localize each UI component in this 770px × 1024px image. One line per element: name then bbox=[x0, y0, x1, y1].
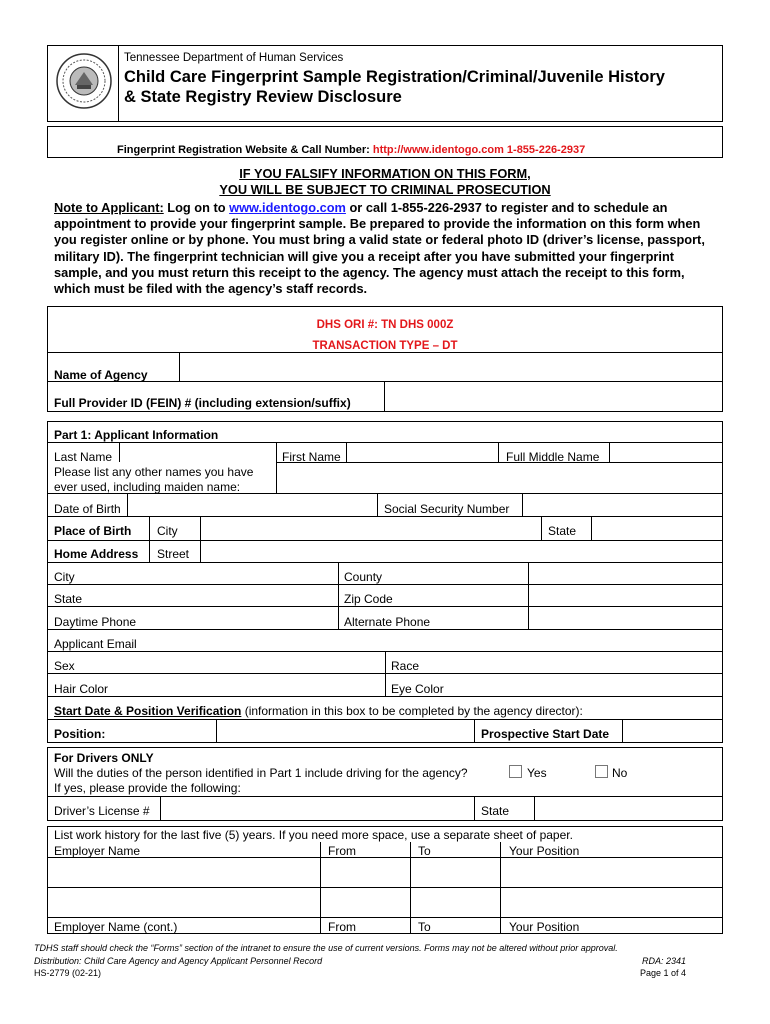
birth-city-field[interactable] bbox=[201, 517, 541, 539]
to-field[interactable] bbox=[411, 858, 499, 887]
drv-v2 bbox=[474, 796, 475, 821]
license-state-field[interactable] bbox=[535, 797, 722, 820]
registration-value[interactable]: http://www.identogo.com 1-855-226-2937 bbox=[372, 144, 586, 156]
license-label: Driver’s License # bbox=[54, 804, 150, 818]
wh-v2 bbox=[410, 842, 411, 934]
other-names-field[interactable] bbox=[277, 463, 722, 493]
first-name-field[interactable] bbox=[347, 443, 497, 462]
note-label: Note to Applicant: bbox=[54, 200, 164, 215]
yes-label: Yes bbox=[527, 766, 547, 780]
hair-color-label: Hair Color bbox=[54, 682, 109, 696]
position-label: Position: bbox=[54, 727, 106, 741]
sex-field[interactable] bbox=[90, 652, 384, 673]
header-divider bbox=[118, 45, 119, 122]
yes-checkbox[interactable] bbox=[509, 765, 522, 778]
license-field[interactable] bbox=[161, 797, 474, 820]
daytime-phone-field[interactable] bbox=[145, 607, 338, 629]
street-field[interactable] bbox=[201, 541, 722, 562]
birth-city-label: City bbox=[157, 524, 178, 538]
warning-line2: YOU WILL BE SUBJECT TO CRIMINAL PROSECUTION bbox=[219, 182, 551, 197]
birth-state-field[interactable] bbox=[592, 517, 722, 539]
registration-line bbox=[117, 143, 585, 157]
street-label: Street bbox=[157, 547, 190, 561]
p1-v9 bbox=[149, 516, 150, 562]
license-state-label: State bbox=[481, 804, 510, 818]
footer-page-number: Page 1 of 4 bbox=[639, 968, 686, 978]
ssn-label: Social Security Number bbox=[384, 502, 510, 516]
p1-v18 bbox=[474, 719, 475, 743]
start-date-label: Prospective Start Date bbox=[481, 727, 610, 741]
position-header-2: Your Position bbox=[509, 920, 580, 934]
from-header-2: From bbox=[328, 920, 356, 934]
middle-name-label: Full Middle Name bbox=[506, 450, 600, 464]
addr-city-label: City bbox=[54, 570, 75, 584]
dob-field[interactable] bbox=[128, 494, 377, 516]
start-verification-note: (information in this box to be completed by the agency director): bbox=[241, 704, 583, 718]
footer-rda: RDA: 2341 bbox=[641, 956, 686, 966]
sex-label: Sex bbox=[54, 659, 75, 673]
position-header: Your Position bbox=[509, 844, 580, 858]
last-name-label: Last Name bbox=[54, 450, 113, 464]
zip-label: Zip Code bbox=[344, 592, 393, 606]
addr-state-field[interactable] bbox=[100, 585, 338, 606]
position-field[interactable] bbox=[217, 720, 474, 742]
birth-state-label: State bbox=[548, 524, 577, 538]
last-name-field[interactable] bbox=[120, 443, 276, 462]
addr-city-field[interactable] bbox=[100, 563, 338, 584]
wh-v1 bbox=[320, 842, 321, 934]
employer-cont-header: Employer Name (cont.) bbox=[54, 920, 178, 934]
zip-field[interactable] bbox=[529, 585, 722, 606]
agency-name-label: Name of Agency bbox=[54, 368, 148, 382]
addr-state-label: State bbox=[54, 592, 83, 606]
wh-v3 bbox=[500, 842, 501, 934]
first-name-label: First Name bbox=[282, 450, 341, 464]
work-instruction: List work history for the last five (5) years. If you need more space, use a separate sheet of paper. bbox=[54, 828, 573, 842]
county-label: County bbox=[344, 570, 383, 584]
warning-line1: IF YOU FALSIFY INFORMATION ON THIS FORM, bbox=[239, 166, 531, 181]
dhs-ori: DHS ORI #: TN DHS 000Z bbox=[316, 319, 454, 331]
your-position-field[interactable] bbox=[501, 858, 722, 887]
alt-phone-field[interactable] bbox=[529, 607, 722, 629]
ssn-field[interactable] bbox=[523, 494, 722, 516]
department-name: Tennessee Department of Human Services bbox=[124, 52, 344, 64]
footer-distribution: Distribution: Child Care Agency and Agency Applicant Personnel Record bbox=[34, 956, 323, 966]
start-date-field[interactable] bbox=[623, 720, 722, 742]
provider-id-label: Full Provider ID (FEIN) # (including extension/suffix) bbox=[54, 396, 351, 410]
p1-v14 bbox=[338, 562, 339, 629]
part1-heading: Part 1: Applicant Information bbox=[54, 428, 219, 442]
p1-v7 bbox=[377, 493, 378, 516]
state-seal-icon bbox=[55, 52, 113, 110]
footer-note: TDHS staff should check the “Forms” section of the intranet to ensure the use of current versions. Forms may not be altered without prior approval. bbox=[34, 943, 618, 953]
to-header: To bbox=[418, 844, 431, 858]
note-pre-link: Log on to bbox=[163, 200, 230, 215]
wh-rule-3 bbox=[47, 917, 723, 918]
provider-id-field[interactable] bbox=[385, 382, 722, 411]
p1-rule-l bbox=[47, 696, 723, 697]
employer-address-field[interactable] bbox=[48, 888, 319, 916]
footer-form-number: HS-2779 (02-21) bbox=[34, 968, 102, 978]
drivers-followup: If yes, please provide the following: bbox=[54, 781, 241, 795]
p1-v11 bbox=[541, 516, 542, 540]
other-names-label-1: Please list any other names you have bbox=[54, 465, 254, 479]
from-header: From bbox=[328, 844, 356, 858]
eye-color-field[interactable] bbox=[455, 674, 722, 696]
drivers-question: Will the duties of the person identified in Part 1 include driving for the agency? bbox=[54, 766, 468, 780]
email-field[interactable] bbox=[150, 630, 722, 651]
start-verification-label: Start Date & Position Verification bbox=[54, 704, 242, 718]
eye-color-label: Eye Color bbox=[391, 682, 444, 696]
place-of-birth-label: Place of Birth bbox=[54, 524, 132, 538]
registration-label: Fingerprint Registration Website & Call Number: bbox=[117, 144, 370, 156]
transaction-type: TRANSACTION TYPE – DT bbox=[312, 340, 458, 352]
no-checkbox[interactable] bbox=[595, 765, 608, 778]
agency-name-field[interactable] bbox=[180, 353, 722, 381]
home-address-label: Home Address bbox=[54, 547, 139, 561]
note-body: or call 1-855-226-2937 to register and to schedule an appointment to provide your fingerprint sample. Be prepared to provide the information on this form when you register online or by phone. You must bring a valid state or federal photo ID (driver’s license, passport, military ID). The fingerprint technician will give you a receipt after you have submitted your fingerprint sample, and you must return this receipt to the agency. The agency must attach the receipt to this form, which must be filed with the agency’s staff records. bbox=[54, 200, 705, 297]
p1-v4 bbox=[498, 442, 499, 462]
drivers-heading: For Drivers ONLY bbox=[54, 751, 154, 765]
hair-color-field[interactable] bbox=[120, 674, 384, 696]
county-field[interactable] bbox=[529, 563, 722, 584]
start-verification-line bbox=[54, 704, 583, 718]
daytime-phone-label: Daytime Phone bbox=[54, 615, 137, 629]
email-label: Applicant Email bbox=[54, 637, 137, 651]
no-label: No bbox=[612, 766, 628, 780]
dob-label: Date of Birth bbox=[54, 502, 121, 516]
from-field[interactable] bbox=[321, 858, 409, 887]
alt-phone-label: Alternate Phone bbox=[344, 615, 431, 629]
to-header-2: To bbox=[418, 920, 431, 934]
note-paragraph bbox=[54, 200, 724, 297]
race-field[interactable] bbox=[430, 652, 722, 673]
form-title-line1: Child Care Fingerprint Sample Registration/Criminal/Juvenile History bbox=[124, 68, 665, 86]
identogo-link[interactable]: www.identogo.com bbox=[229, 200, 346, 215]
race-label: Race bbox=[391, 659, 420, 673]
employer-field[interactable] bbox=[48, 858, 319, 887]
middle-name-field[interactable] bbox=[610, 443, 722, 462]
employer-name-header: Employer Name bbox=[54, 844, 141, 858]
form-title-line2: & State Registry Review Disclosure bbox=[124, 88, 402, 106]
other-names-label-2: ever used, including maiden name: bbox=[54, 480, 241, 494]
